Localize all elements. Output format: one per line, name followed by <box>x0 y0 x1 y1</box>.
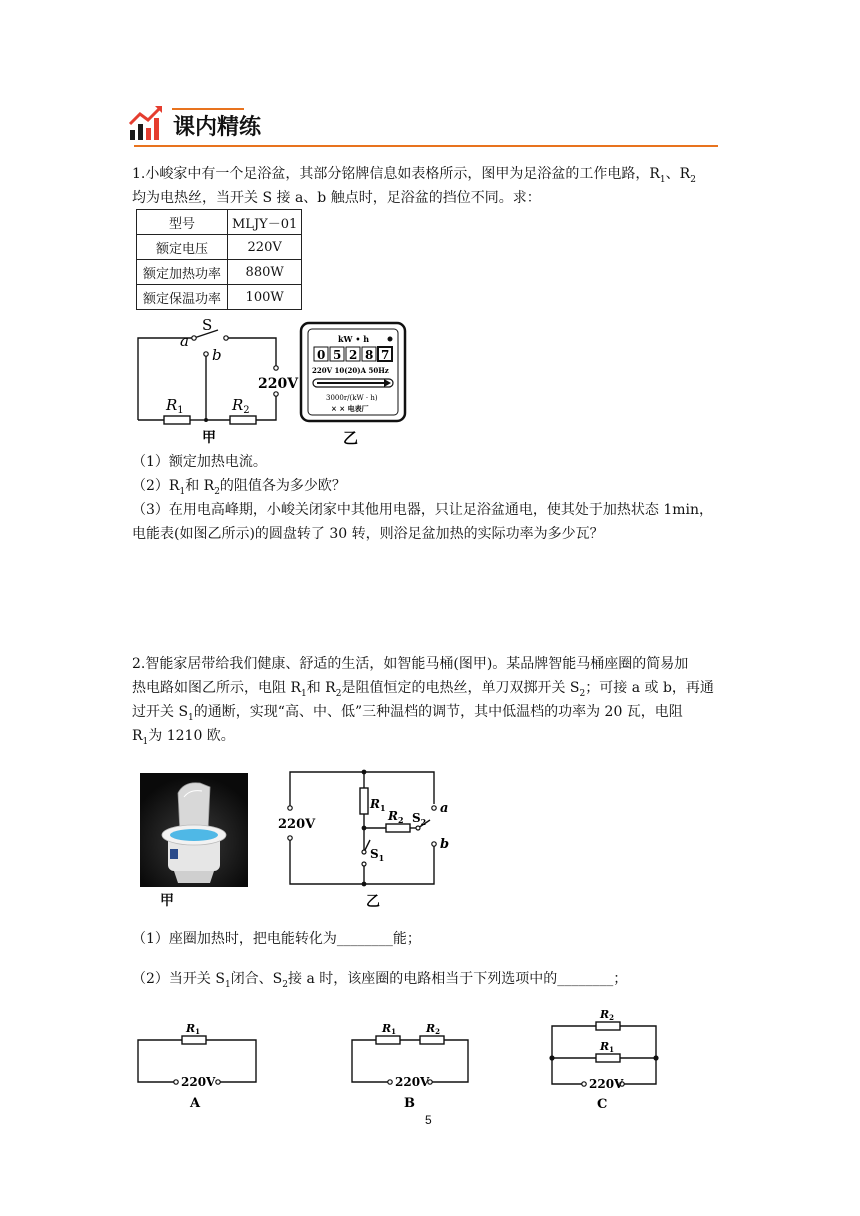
caption-jia-q2: 甲 <box>160 893 174 909</box>
q1-sub2: $(2)R_1$和 $R_2$的阻值各为多少欧？ <box>132 478 346 497</box>
q2-sub1: （1）座圈加热时，把电能转化为________能； <box>132 931 421 947</box>
q1-circuit-jia <box>130 316 305 448</box>
option-c-label: C <box>597 1097 608 1112</box>
option-a-circuit <box>134 1018 260 1114</box>
q2-r2-label: $R_2$ <box>388 809 404 825</box>
smart-toilet-photo <box>140 773 248 887</box>
q2-voltage-label: 220V <box>278 817 316 832</box>
table-row: 额定加热功率 880W <box>137 260 302 285</box>
q1-energy-meter-yi <box>298 320 410 448</box>
meter-rev: 3000r/(kW · h) <box>326 394 378 402</box>
switch-s-label: S <box>202 316 213 334</box>
option-b-r2: R2 <box>426 1022 441 1036</box>
q1-intro-line2: 均为电热丝，当开关 S 接 a、b 触点时，足浴盆的挡位不同。求： <box>132 190 541 206</box>
chart-growth-icon <box>128 104 164 142</box>
option-c-circuit <box>544 1002 664 1114</box>
meter-unit: kW • h <box>338 334 370 344</box>
option-a-voltage: 220V <box>181 1075 216 1089</box>
header-rule <box>134 145 718 147</box>
option-b-circuit <box>348 1018 474 1114</box>
caption-jia: 甲 <box>202 430 216 446</box>
q2-a-label: a <box>440 801 449 816</box>
q2-s1-label: $S_1$ <box>370 847 385 863</box>
r2-label: $R_2$ <box>232 396 250 416</box>
option-c-voltage: 220V <box>589 1077 624 1091</box>
option-a-label: A <box>190 1096 201 1111</box>
q1-sub3-line2: 电能表(如图乙所示)的圆盘转了 30 转，则浴足盆加热的实际功率为多少瓦？ <box>132 526 604 542</box>
option-b-r1: R1 <box>382 1022 397 1036</box>
q2-b-label: b <box>440 837 450 852</box>
option-b-label: B <box>404 1096 415 1111</box>
q2-circuit-yi <box>272 764 452 910</box>
voltage-label: 220V <box>258 376 299 392</box>
contact-a-label: a <box>180 332 189 350</box>
q2-r1-label: $R_1$ <box>370 797 386 813</box>
meter-spec: 220V 10(20)A 50Hz <box>312 366 389 375</box>
table-row: 型号 MLJY－01 <box>137 210 302 235</box>
q1-sub1: （1）额定加热电流。 <box>132 454 267 470</box>
meter-digit: 7 <box>381 348 390 362</box>
q2-intro-line4: $R_1$为 1210 欧。 <box>132 728 235 747</box>
table-row: 额定电压 220V <box>137 235 302 260</box>
meter-digit: 5 <box>333 348 342 362</box>
q2-sub2: （2）当开关 $S_1$闭合、$S_2$接 a 时，该座圈的电路相当于下列选项中的________； <box>132 971 628 990</box>
page-number: 5 <box>425 1113 432 1127</box>
q2-intro-line3: 过开关 $S_1$的通断，实现“高、中、低”三种温档的调节，其中低温档的功率为 20 瓦，电阻 <box>132 704 683 723</box>
r1-label: $R_1$ <box>166 396 184 416</box>
meter-digit: 8 <box>365 348 374 362</box>
q1-sub3-line1: （3）在用电高峰期，小峻关闭家中其他用电器，只让足浴盆通电，使其处于加热状态 1min， <box>132 502 714 518</box>
contact-b-label: b <box>212 346 222 364</box>
option-b-voltage: 220V <box>395 1075 430 1089</box>
q2-intro-line1: 2.智能家居带给我们健康、舒适的生活，如智能马桶(图甲)。某品牌智能马桶座圈的简易加 <box>132 656 689 672</box>
header <box>0 0 860 160</box>
toilet-illustration <box>140 773 248 887</box>
meter-digit: 2 <box>349 348 358 362</box>
q2-intro-line2: 热电路如图乙所示，电阻 $R_1$和 $R_2$是阻值恒定的电热丝，单刀双掷开关 $S_2$；可接 a 或 b，再通 <box>132 680 714 699</box>
q1-spec-table <box>136 209 302 310</box>
meter-digit: 0 <box>317 348 326 362</box>
caption-yi: 乙 <box>343 429 359 447</box>
option-c-r2: R2 <box>600 1008 615 1022</box>
option-c-r1: R1 <box>600 1040 615 1054</box>
table-row: 额定保温功率 100W <box>137 285 302 310</box>
header-top-line <box>172 108 244 110</box>
caption-yi-q2: 乙 <box>366 894 380 910</box>
section-title: 课内精练 <box>173 115 262 140</box>
option-a-r1: R1 <box>186 1022 201 1036</box>
meter-maker: × × 电表厂 <box>331 404 369 413</box>
q2-s2-label: $S_2$ <box>412 811 427 827</box>
q1-intro-line1: 1.小峻家中有一个足浴盆，其部分铭牌信息如表格所示，图甲为足浴盆的工作电路，$R_1$、$R_2$ <box>132 166 696 185</box>
